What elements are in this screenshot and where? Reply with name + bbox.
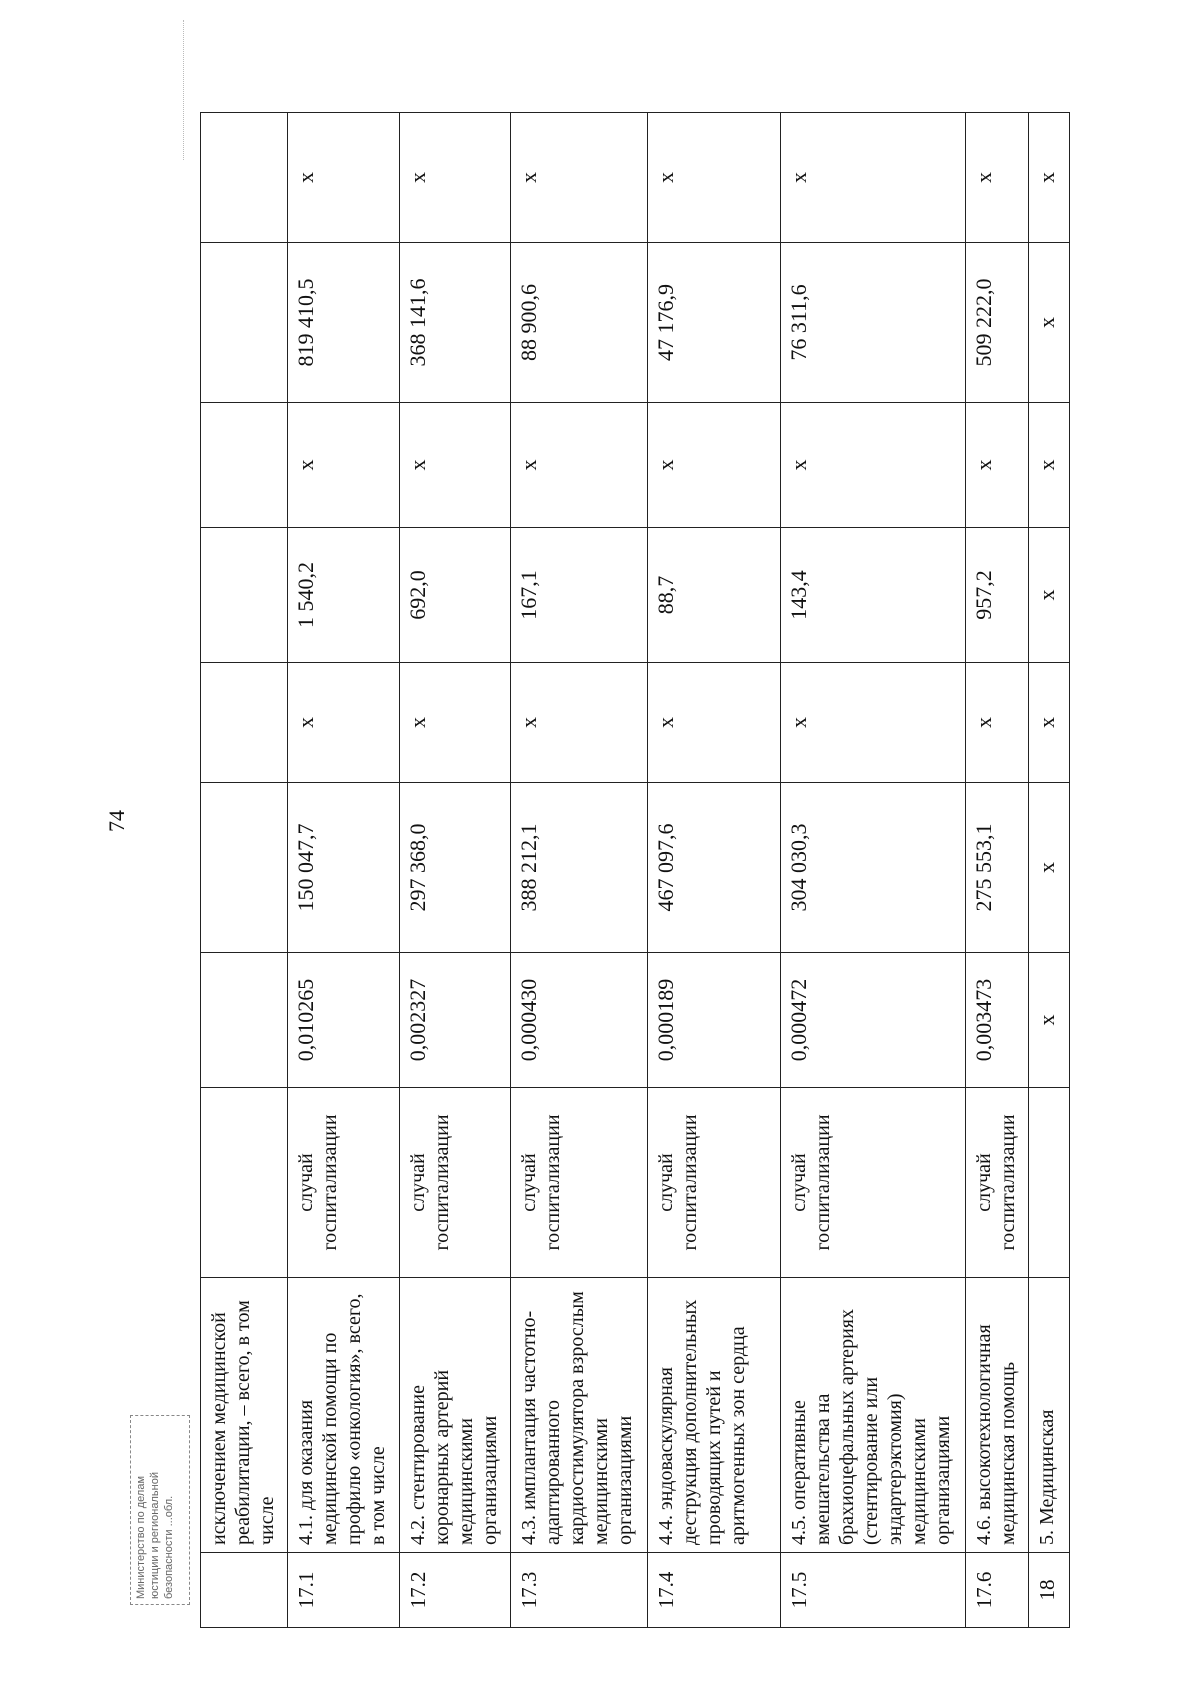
row-unit: случай госпитализации (966, 1088, 1029, 1278)
table-row (288, 113, 400, 1628)
row-number: 17.6 (966, 1553, 1029, 1628)
row-unit (201, 1088, 288, 1278)
row-value: 76 311,6 (780, 243, 965, 403)
page-number: 74 (104, 810, 129, 832)
row-number (201, 1553, 288, 1628)
row-name: исключением медицинской реабилитации, – всего, в том числе (201, 1278, 288, 1553)
row-value: 88 900,6 (511, 243, 647, 403)
row-value: х (288, 113, 400, 243)
row-value: х (1028, 663, 1069, 783)
row-number: 17.3 (511, 1553, 647, 1628)
row-number: 17.1 (288, 1553, 400, 1628)
row-name: 4.5. оперативные вмешательства на брахиоцефальных артериях (стентирование или эндартерэктомия) медицинскими организациями (780, 1278, 965, 1553)
row-number: 18 (1028, 1553, 1069, 1628)
stamp-line: Министерство по делам (135, 1475, 147, 1599)
row-value: 388 212,1 (511, 783, 647, 953)
row-value: 1 540,2 (288, 528, 400, 663)
row-value (201, 663, 288, 783)
row-value: х (511, 403, 647, 528)
table-row (647, 113, 780, 1628)
row-value: 819 410,5 (288, 243, 400, 403)
row-name: 4.6. высокотехнологичная медицинская помощь (966, 1278, 1029, 1553)
rotated-table-container (200, 113, 1070, 1628)
row-name: 4.3. имплантация частотно-адаптированного кардиостимулятора взрослым медицинскими организациями (511, 1278, 647, 1553)
table-row (201, 113, 288, 1628)
row-value: х (780, 663, 965, 783)
tariff-table (200, 112, 1070, 1628)
row-value: х (647, 663, 780, 783)
row-value: х (1028, 783, 1069, 953)
row-number: 17.4 (647, 1553, 780, 1628)
table-row (399, 113, 511, 1628)
row-value: 150 047,7 (288, 783, 400, 953)
row-value (201, 783, 288, 953)
row-value: х (1028, 403, 1069, 528)
row-value: 275 553,1 (966, 783, 1029, 953)
table-row (1028, 113, 1069, 1628)
row-name: 5. Медицинская (1028, 1278, 1069, 1553)
row-value (201, 528, 288, 663)
row-value: 692,0 (399, 528, 511, 663)
row-value: 0,010265 (288, 953, 400, 1088)
row-value: х (511, 663, 647, 783)
ministry-stamp (130, 1415, 190, 1605)
row-value (201, 953, 288, 1088)
row-value: 0,000430 (511, 953, 647, 1088)
row-value: 368 141,6 (399, 243, 511, 403)
table-row (511, 113, 647, 1628)
stamp-line: безопасности ...обл. (163, 1495, 175, 1599)
row-value (201, 243, 288, 403)
row-value: х (511, 113, 647, 243)
row-value: х (780, 113, 965, 243)
row-value: х (1028, 243, 1069, 403)
row-number: 17.5 (780, 1553, 965, 1628)
row-unit (1028, 1088, 1069, 1278)
row-value: х (966, 403, 1029, 528)
row-value: 88,7 (647, 528, 780, 663)
row-value: х (288, 403, 400, 528)
row-value: х (1028, 113, 1069, 243)
row-name: 4.1. для оказания медицинской помощи по профилю «онкология», всего, в том числе (288, 1278, 400, 1553)
row-value: 167,1 (511, 528, 647, 663)
row-unit: случай госпитализации (288, 1088, 400, 1278)
row-value: 304 030,3 (780, 783, 965, 953)
margin-guide (183, 20, 184, 160)
row-value: х (399, 403, 511, 528)
table-row (966, 113, 1029, 1628)
row-value: х (647, 403, 780, 528)
row-value: х (966, 113, 1029, 243)
row-value: х (1028, 953, 1069, 1088)
row-value (201, 113, 288, 243)
row-value: 47 176,9 (647, 243, 780, 403)
row-value: х (647, 113, 780, 243)
row-value: 467 097,6 (647, 783, 780, 953)
row-value: 509 222,0 (966, 243, 1029, 403)
row-value: 0,000472 (780, 953, 965, 1088)
row-value: х (1028, 528, 1069, 663)
row-value: х (399, 663, 511, 783)
row-value: 143,4 (780, 528, 965, 663)
row-value: х (966, 663, 1029, 783)
row-value: х (399, 113, 511, 243)
row-value: 0,003473 (966, 953, 1029, 1088)
row-value: х (288, 663, 400, 783)
row-unit: случай госпитализации (511, 1088, 647, 1278)
row-value: 0,002327 (399, 953, 511, 1088)
row-value: 0,000189 (647, 953, 780, 1088)
row-unit: случай госпитализации (399, 1088, 511, 1278)
table-row (780, 113, 965, 1628)
row-value: х (780, 403, 965, 528)
row-name: 4.4. эндоваскулярная деструкция дополнительных проводящих путей и аритмогенных зон сердца (647, 1278, 780, 1553)
row-value: 297 368,0 (399, 783, 511, 953)
stamp-line: юстиции и региональной (149, 1472, 161, 1599)
row-value (201, 403, 288, 528)
row-name: 4.2. стентирование коронарных артерий медицинскими организациями (399, 1278, 511, 1553)
row-unit: случай госпитализации (647, 1088, 780, 1278)
row-number: 17.2 (399, 1553, 511, 1628)
row-value: 957,2 (966, 528, 1029, 663)
row-unit: случай госпитализации (780, 1088, 965, 1278)
